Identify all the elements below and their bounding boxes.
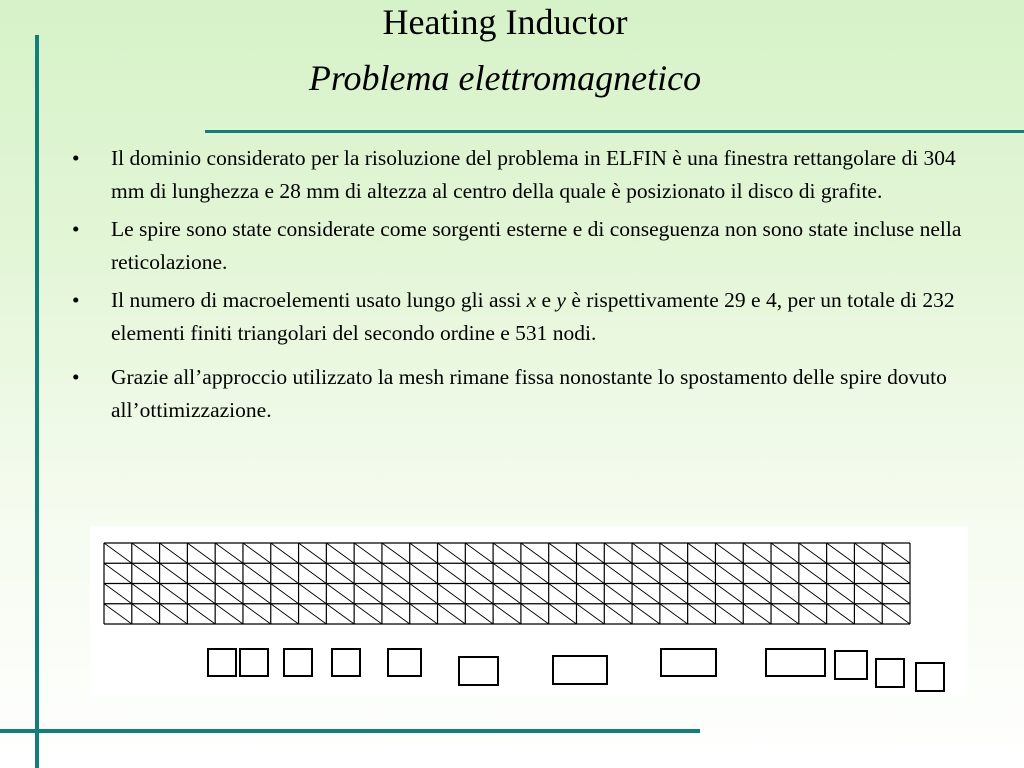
mesh-diagonal-line — [299, 543, 327, 563]
mesh-diagonal-line — [410, 563, 438, 583]
mesh-diagonal-line — [465, 604, 493, 624]
mesh-diagonal-line — [243, 604, 271, 624]
mesh-diagram — [90, 526, 968, 696]
mesh-diagonal-line — [410, 604, 438, 624]
mesh-diagonal-line — [715, 604, 743, 624]
mesh-diagonal-line — [660, 584, 688, 604]
mesh-diagonal-line — [493, 584, 521, 604]
bullet-item-sources: • Le spire sono state considerate come sorgenti esterne e di conseguenza non sono state incluse nella reticolazione. — [70, 213, 985, 279]
mesh-diagonal-line — [382, 604, 410, 624]
mesh-diagonal-line — [576, 543, 604, 563]
mesh-diagonal-line — [604, 543, 632, 563]
mesh-diagonal-line — [104, 563, 132, 583]
mesh-diagonal-line — [521, 604, 549, 624]
mesh-diagonal-line — [465, 584, 493, 604]
mesh-diagonal-line — [160, 584, 188, 604]
mesh-diagonal-line — [799, 604, 827, 624]
mesh-diagonal-line — [187, 563, 215, 583]
coil-rect — [388, 649, 421, 676]
bullet-item-elements — [70, 284, 985, 350]
mesh-diagonal-line — [660, 543, 688, 563]
mesh-diagonal-line — [299, 584, 327, 604]
mesh-diagonal-line — [382, 584, 410, 604]
coil-rect — [459, 657, 498, 685]
mesh-diagonal-line — [493, 563, 521, 583]
mesh-diagonal-line — [132, 584, 160, 604]
mesh-diagonal-line — [521, 584, 549, 604]
mesh-diagonal-line — [743, 604, 771, 624]
mesh-diagonal-line — [604, 604, 632, 624]
axis-x-symbol: x — [526, 288, 537, 312]
bullet-item-mesh-fixed: • Grazie all’approccio utilizzato la mesh rimane fissa nonostante lo spostamento delle spire dovuto all’ottimizzazione. — [70, 361, 985, 427]
mesh-diagonal-line — [743, 584, 771, 604]
mesh-diagonal-line — [382, 563, 410, 583]
mesh-diagonal-line — [688, 543, 716, 563]
mesh-diagonal-line — [549, 563, 577, 583]
mesh-diagonal-line — [465, 563, 493, 583]
bullet-text-part: e — [536, 288, 557, 312]
mesh-diagonal-line — [187, 604, 215, 624]
mesh-diagonal-line — [438, 543, 466, 563]
mesh-diagonal-line — [354, 604, 382, 624]
mesh-diagonal-line — [799, 584, 827, 604]
mesh-diagonal-line — [160, 543, 188, 563]
bullet-text-part: è rispettivamente 29 e 4, per un totale di 232 elementi finiti triangolari del secondo ordine e 531 nodi. — [111, 288, 955, 345]
mesh-diagonal-line — [632, 563, 660, 583]
mesh-diagonal-line — [576, 584, 604, 604]
mesh-diagonal-line — [604, 584, 632, 604]
mesh-diagonal-line — [187, 543, 215, 563]
mesh-diagonal-line — [549, 584, 577, 604]
coil-rect — [876, 659, 904, 687]
mesh-diagonal-line — [771, 584, 799, 604]
mesh-diagonal-line — [827, 604, 855, 624]
mesh-diagonal-line — [187, 584, 215, 604]
mesh-figure — [90, 526, 968, 696]
mesh-diagonal-line — [660, 563, 688, 583]
mesh-diagonal-line — [410, 543, 438, 563]
mesh-diagonal-line — [243, 563, 271, 583]
mesh-diagonal-line — [354, 584, 382, 604]
mesh-diagonal-line — [743, 563, 771, 583]
mesh-diagonal-line — [576, 563, 604, 583]
bullet-text-part: Il numero di macroelementi usato lungo gli assi — [111, 288, 527, 312]
bullet-item-domain: • Il dominio considerato per la risoluzione del problema in ELFIN è una finestra rettangolare di 304 mm di lunghezza e 28 mm di altezza al centro della quale è posizionato il disco di grafite. — [70, 142, 985, 208]
mesh-diagonal-line — [854, 563, 882, 583]
mesh-diagonal-line — [104, 604, 132, 624]
mesh-diagonal-line — [326, 563, 354, 583]
top-divider-line — [205, 130, 1024, 133]
coil-rect — [284, 649, 312, 676]
mesh-diagonal-line — [438, 604, 466, 624]
mesh-diagonal-line — [354, 543, 382, 563]
mesh-diagonal-line — [299, 563, 327, 583]
mesh-diagonal-line — [882, 584, 910, 604]
mesh-diagonal-line — [882, 543, 910, 563]
mesh-diagonal-line — [604, 563, 632, 583]
mesh-diagonal-line — [215, 604, 243, 624]
coil-rect — [916, 663, 944, 691]
mesh-diagonal-line — [827, 584, 855, 604]
mesh-diagonal-line — [354, 563, 382, 583]
mesh-diagonal-line — [715, 584, 743, 604]
mesh-diagonal-line — [632, 604, 660, 624]
mesh-diagonal-line — [326, 604, 354, 624]
mesh-diagonal-line — [215, 584, 243, 604]
mesh-diagonal-line — [521, 543, 549, 563]
slide-title: Heating Inductor — [382, 2, 628, 42]
mesh-diagonal-line — [743, 543, 771, 563]
mesh-diagonal-line — [132, 563, 160, 583]
mesh-diagonal-line — [771, 563, 799, 583]
coil-group — [208, 649, 944, 691]
mesh-diagonal-line — [549, 604, 577, 624]
mesh-diagonal-line — [660, 604, 688, 624]
mesh-diagonal-line — [160, 563, 188, 583]
mesh-diagonal-line — [854, 604, 882, 624]
coil-rect — [835, 651, 867, 679]
coil-rect — [240, 649, 268, 676]
mesh-diagonal-line — [632, 543, 660, 563]
mesh-diagonal-line — [326, 584, 354, 604]
mesh-diagonal-line — [215, 563, 243, 583]
mesh-diagonal-line — [576, 604, 604, 624]
mesh-diagonal-line — [271, 543, 299, 563]
mesh-diagonal-line — [854, 543, 882, 563]
coil-rect — [766, 649, 825, 676]
left-divider-line — [35, 35, 39, 768]
mesh-diagonal-line — [827, 563, 855, 583]
finite-element-mesh — [104, 543, 910, 624]
mesh-diagonal-line — [771, 604, 799, 624]
mesh-diagonal-line — [410, 584, 438, 604]
coil-rect — [208, 649, 236, 676]
mesh-diagonal-line — [132, 543, 160, 563]
mesh-diagonal-line — [438, 584, 466, 604]
mesh-diagonal-line — [799, 543, 827, 563]
mesh-diagonal-line — [882, 604, 910, 624]
mesh-diagonal-line — [549, 543, 577, 563]
mesh-diagonal-line — [521, 563, 549, 583]
mesh-diagonal-line — [299, 604, 327, 624]
mesh-diagonal-line — [104, 543, 132, 563]
mesh-diagonal-line — [799, 563, 827, 583]
mesh-diagonal-line — [215, 543, 243, 563]
mesh-diagonal-line — [688, 604, 716, 624]
mesh-diagonal-line — [771, 543, 799, 563]
bottom-divider-line — [0, 729, 700, 733]
mesh-diagonal-line — [882, 563, 910, 583]
mesh-diagonal-line — [104, 584, 132, 604]
mesh-diagonal-line — [271, 584, 299, 604]
mesh-diagonal-line — [632, 584, 660, 604]
mesh-diagonal-line — [382, 543, 410, 563]
mesh-diagonal-line — [827, 543, 855, 563]
coil-rect — [553, 656, 607, 684]
axis-y-symbol: y — [556, 288, 566, 312]
coil-rect — [332, 649, 360, 676]
bullet-list — [70, 142, 985, 427]
mesh-diagonal-line — [243, 584, 271, 604]
mesh-diagonal-line — [493, 543, 521, 563]
mesh-diagonal-line — [243, 543, 271, 563]
mesh-diagonal-line — [271, 604, 299, 624]
mesh-diagonal-line — [854, 584, 882, 604]
mesh-diagonal-line — [688, 563, 716, 583]
slide-subtitle: Problema elettromagnetico — [308, 58, 702, 98]
mesh-diagonal-line — [493, 604, 521, 624]
mesh-diagonal-line — [688, 584, 716, 604]
mesh-diagonal-line — [271, 563, 299, 583]
mesh-diagonal-line — [715, 563, 743, 583]
mesh-diagonal-line — [438, 563, 466, 583]
mesh-diagonal-line — [160, 604, 188, 624]
mesh-diagonal-line — [465, 543, 493, 563]
mesh-diagonal-line — [132, 604, 160, 624]
coil-rect — [661, 649, 716, 676]
mesh-diagonal-line — [715, 543, 743, 563]
mesh-diagonal-line — [326, 543, 354, 563]
